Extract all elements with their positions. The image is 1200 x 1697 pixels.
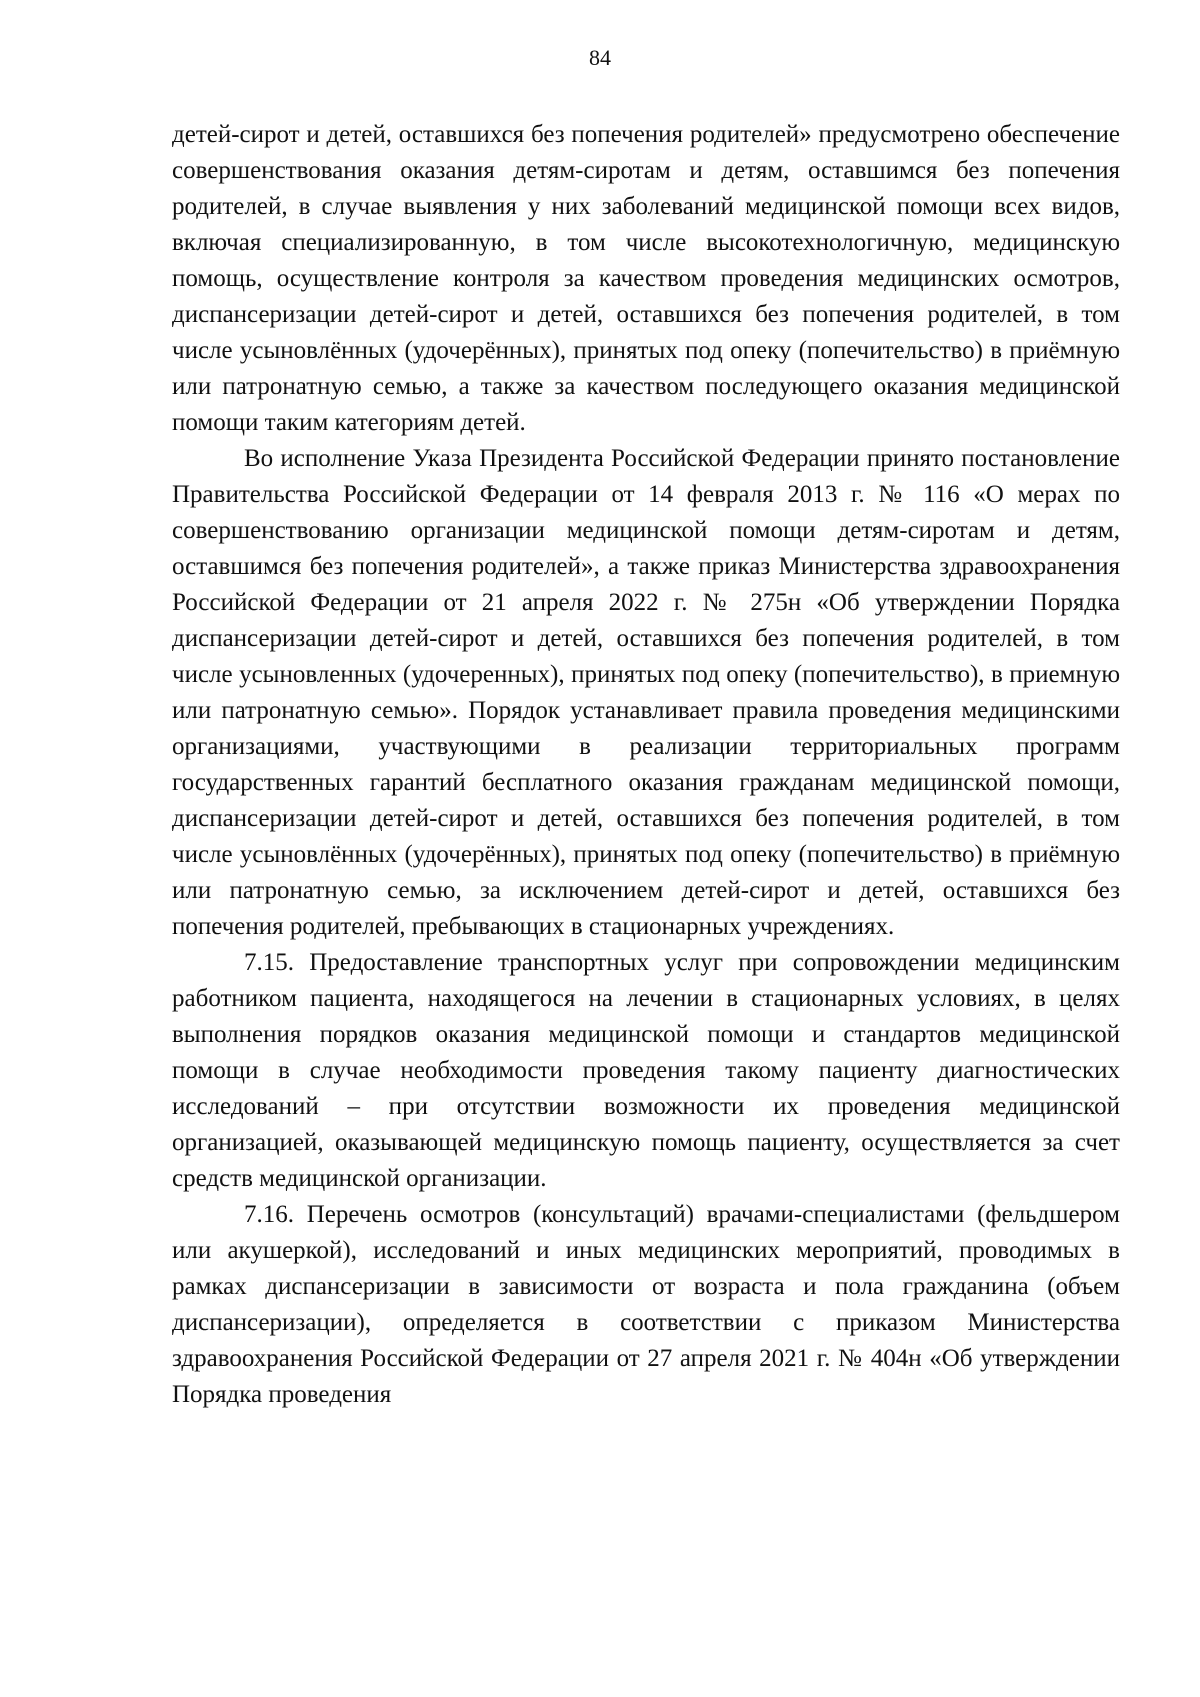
- paragraph-7-16: 7.16. Перечень осмотров (консультаций) врачами-специалистами (фельдшером или акушеркой), исследований и иных медицинских мероприятий, проводимых в рамках диспансеризации в зависимости от возраста и пола гражданина (объем диспансеризации), определяется в соответствии с приказом Министерства здравоохранения Российской Федерации от 27 апреля 2021 г. № 404н «Об утверждении Порядка проведения: [172, 1201, 1120, 1408]
- paragraph-decree-implementation: Во исполнение Указа Президента Российской Федерации принято постановление Правительства Российской Федерации от 14 февраля 2013 г. № 116 «О мерах по совершенствованию организации медицинской помощи детям-сиротам и детям, оставшимся без попечения родителей», а также приказ Министерства здравоохранения Российской Федерации от 21 апреля 2022 г. № 275н «Об утверждении Порядка диспансеризации детей-сирот и детей, оставшихся без попечения родителей, в том числе усыновленных (удочеренных), принятых под опеку (попечительство), в приемную или патронатную семью». Порядок устанавливает правила проведения медицинскими организациями, участвующими в реализации территориальных программ государственных гарантий бесплатного оказания гражданам медицинской помощи, диспансеризации детей-сирот и детей, оставшихся без попечения родителей, в том числе усыновлённых (удочерённых), принятых под опеку (попечительство) в приёмную или патронатную семью, за исключением детей-сирот и детей, оставшихся без попечения родителей, пребывающих в стационарных учреждениях.: [172, 445, 1120, 940]
- paragraph-7-15: 7.15. Предоставление транспортных услуг при сопровождении медицинским работником пациента, находящегося на лечении в стационарных условиях, в целях выполнения порядков оказания медицинской помощи и стандартов медицинской помощи в случае необходимости проведения такому пациенту диагностических исследований – при отсутствии возможности их проведения медицинской организацией, оказывающей медицинскую помощь пациенту, осуществляется за счет средств медицинской организации.: [172, 949, 1120, 1192]
- paragraph-continuation: детей-сирот и детей, оставшихся без попечения родителей» предусмотрено обеспечение совершенствования оказания детям-сиротам и детям, оставшимся без попечения родителей, в случае выявления у них заболеваний медицинской помощи всех видов, включая специализированную, в том числе высокотехнологичную, медицинскую помощь, осуществление контроля за качеством проведения медицинских осмотров, диспансеризации детей-сирот и детей, оставшихся без попечения родителей, в том числе усыновлённых (удочерённых), принятых под опеку (попечительство) в приёмную или патронатную семью, а также за качеством последующего оказания медицинской помощи таким категориям детей.: [172, 121, 1120, 436]
- document-body: [172, 117, 1120, 1413]
- page-number: 84: [589, 45, 611, 70]
